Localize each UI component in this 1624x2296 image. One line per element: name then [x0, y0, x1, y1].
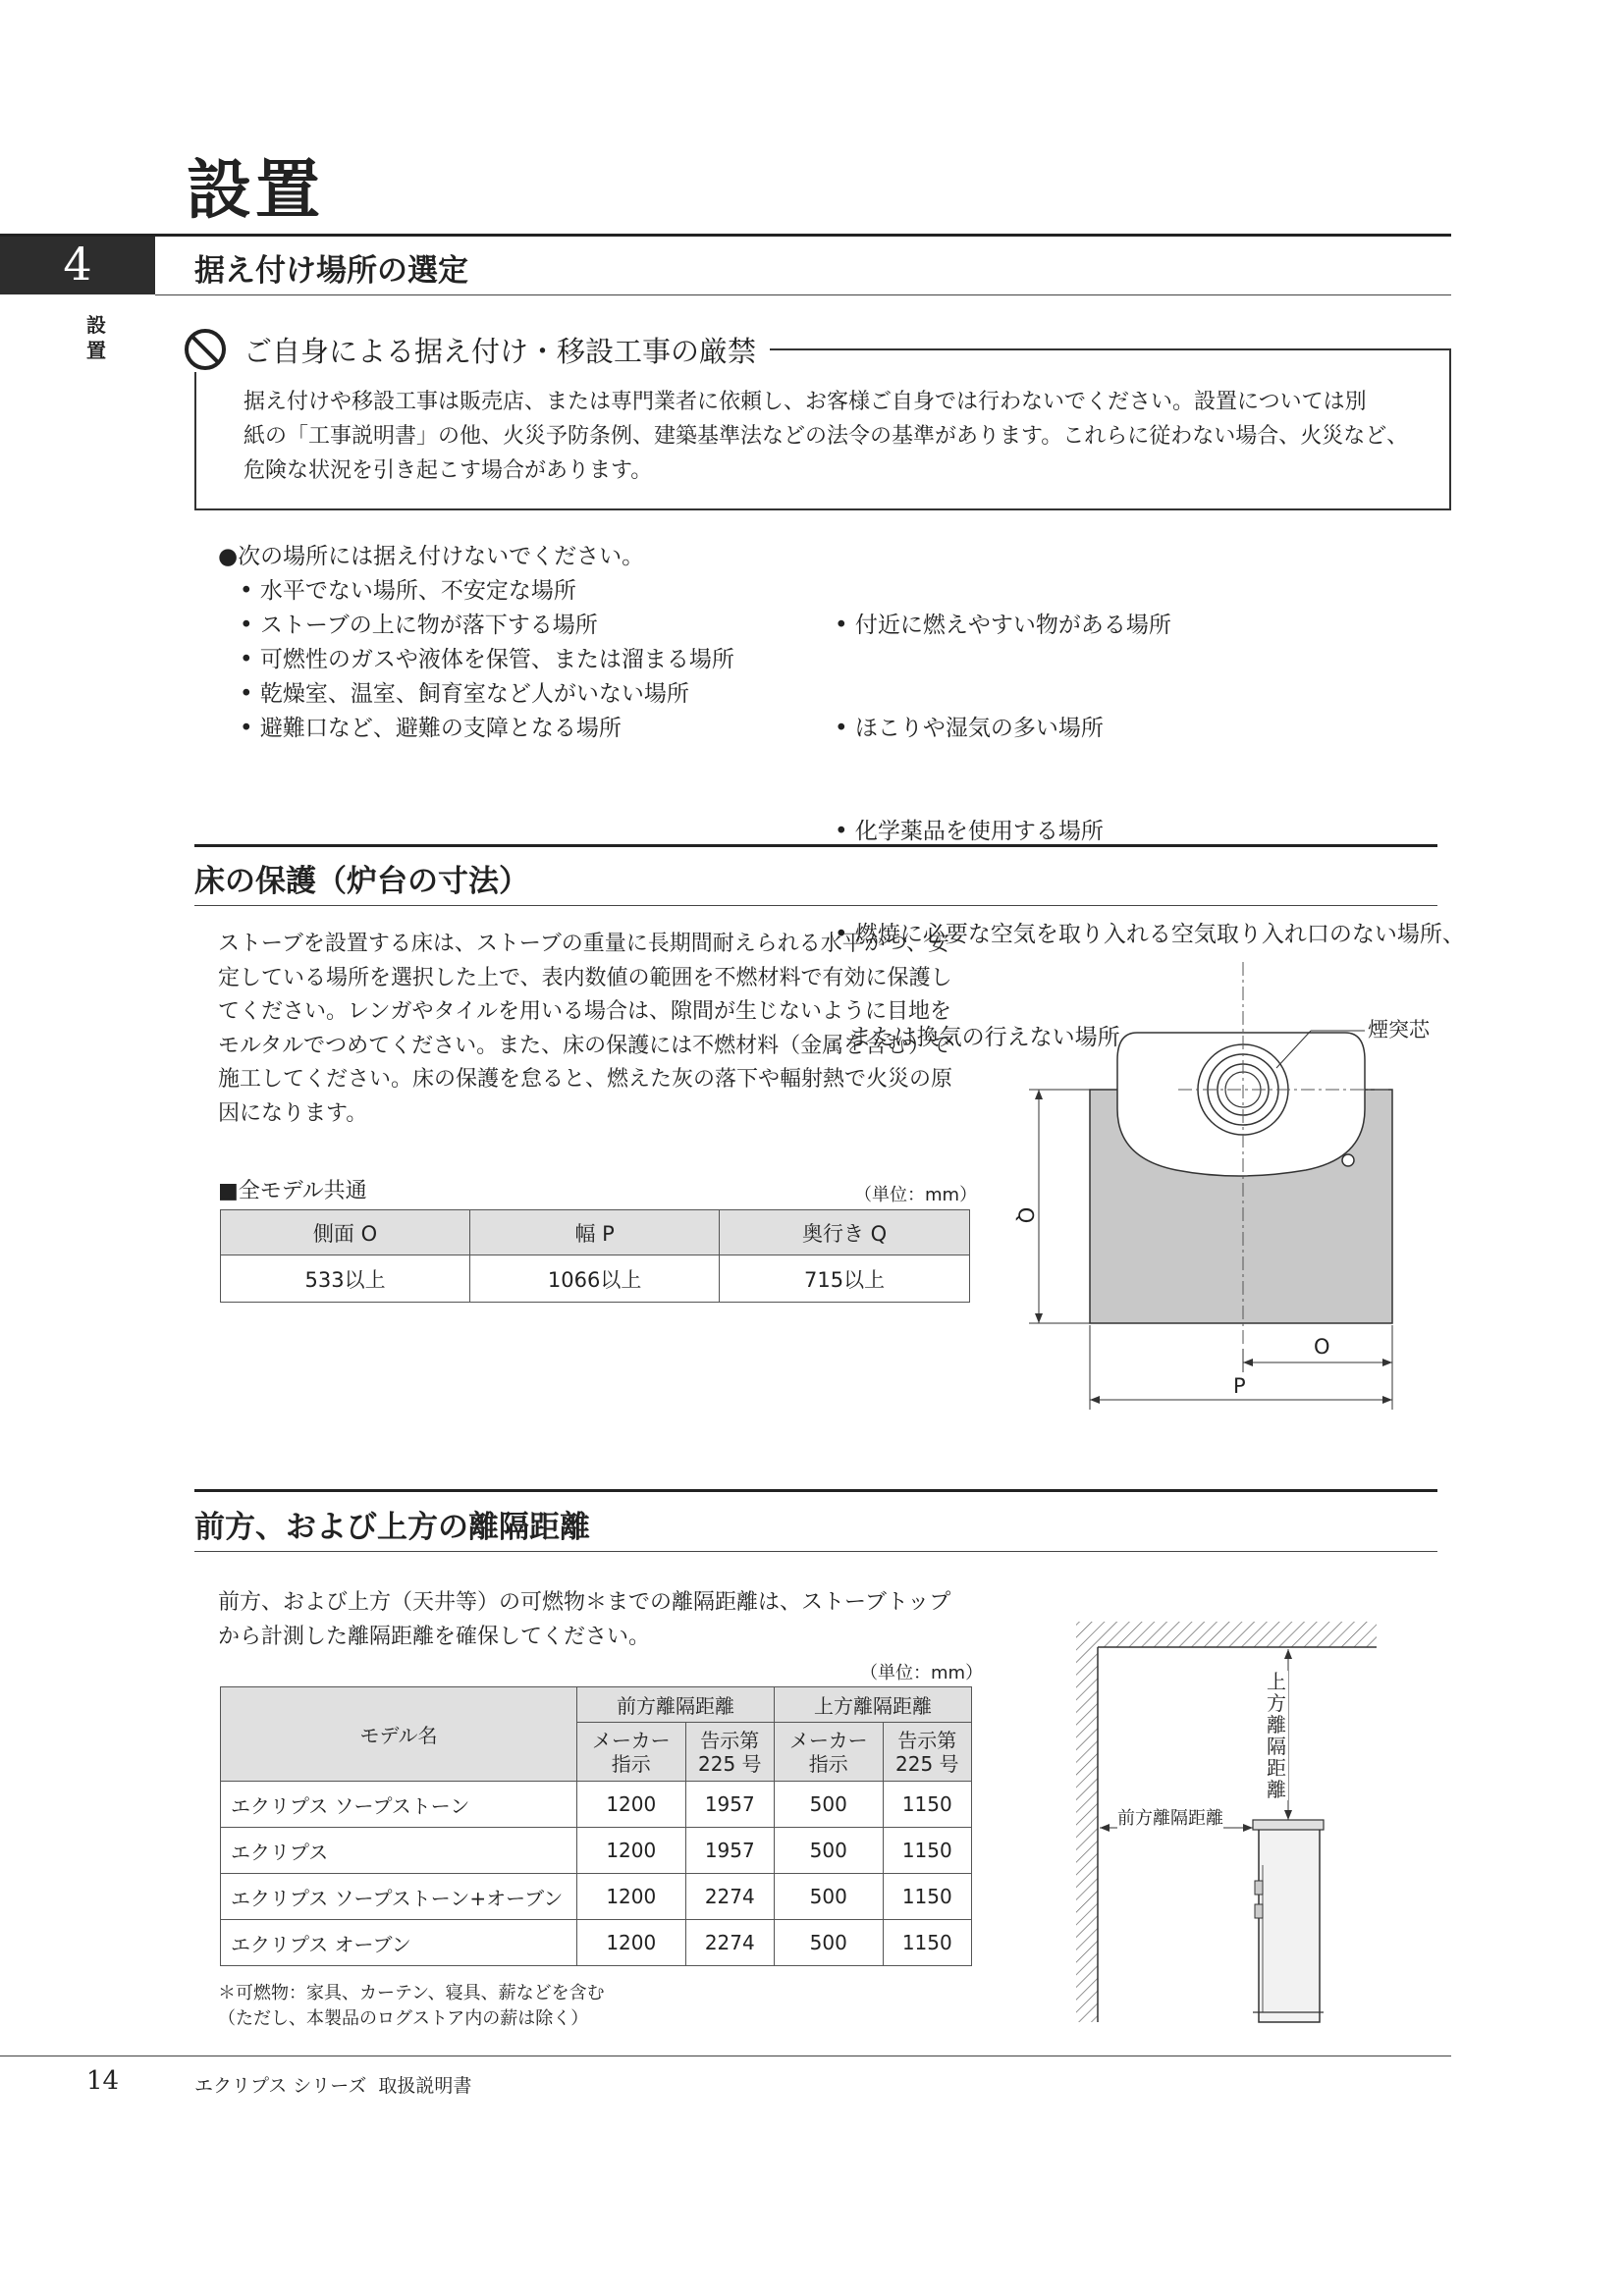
chapter-number: 4 — [0, 234, 155, 294]
table-row — [221, 1920, 972, 1966]
clearance-table — [220, 1686, 972, 1966]
flue-center-label: 煙突芯 — [1368, 1018, 1430, 1041]
top-clearance-label: 上方離隔距離 — [1267, 1670, 1286, 1801]
table-subheader: 告示第 225 号 — [685, 1723, 774, 1782]
model-name: エクリプス — [221, 1828, 577, 1874]
section-title-installation-location: 据え付け場所の選定 — [194, 253, 468, 289]
front-clearance-label: 前方離隔距離 — [1117, 1804, 1223, 1830]
list-item: または換気の行えない場所 — [835, 1025, 1120, 1050]
unit-label: （単位：mm） — [860, 1663, 984, 1683]
list-item: • ほこりや湿気の多い場所 — [835, 716, 1104, 741]
table-cell: 2274 — [685, 1920, 774, 1966]
prohibited-locations-left — [218, 540, 734, 746]
warning-line: 据え付けや移設工事は販売店、または専門業者に依頼し、お客様ご自身では行わないでください。設置については別 — [244, 390, 1367, 414]
page-title: 設置 — [187, 151, 324, 228]
table-cell: 500 — [774, 1920, 883, 1966]
section3-bottom-rule — [194, 1551, 1437, 1552]
table-header: 側面 O — [221, 1210, 470, 1255]
table-cell: 500 — [774, 1828, 883, 1874]
list-item: • 水平でない場所、不安定な場所 — [240, 578, 576, 604]
dimension-q-label: Q — [1013, 1206, 1038, 1224]
table-cell: 1957 — [685, 1828, 774, 1874]
list-item: • 避難口など、避難の支障となる場所 — [240, 716, 622, 741]
text-line: 因になります。 — [218, 1100, 368, 1126]
text-line: 施工してください。床の保護を怠ると、燃えた灰の落下や輻射熱で火災の原 — [218, 1067, 953, 1093]
table-cell: 1150 — [883, 1828, 971, 1874]
table-subheader: メーカー 指示 — [577, 1723, 686, 1782]
warning-header — [175, 327, 770, 372]
dimension-p-label: P — [1233, 1374, 1246, 1398]
footnote-line: （ただし、本製品のログストア内の薪は除く） — [218, 2008, 589, 2029]
clearance-text — [218, 1586, 1003, 1654]
section-title-floor-protection: 床の保護（炉台の寸法） — [194, 864, 529, 899]
table-cell: 533以上 — [221, 1255, 470, 1303]
list-intro: ●次の場所には据え付けないでください。 — [218, 544, 645, 569]
table-header: 幅 P — [470, 1210, 720, 1255]
side-tab: 設置 — [86, 313, 106, 362]
warning-title: ご自身による据え付け・移設工事の厳禁 — [244, 334, 757, 368]
list-item: • 燃焼に必要な空気を取り入れる空気取り入れ口のない場所、 — [835, 922, 1465, 947]
warning-text — [244, 385, 1422, 488]
chapter-top-rule — [0, 234, 1451, 237]
table-cell: 1150 — [883, 1874, 971, 1920]
footer-title: エクリプス シリーズ 取扱説明書 — [194, 2075, 472, 2097]
text-line: ストーブを設置する床は、ストーブの重量に長期間耐えられる水平かつ、安 — [218, 932, 949, 956]
table-row — [221, 1874, 972, 1920]
text-line: 定している場所を選択した上で、表内数値の範囲を不燃材料で有効に保護し — [218, 965, 952, 990]
footnote — [218, 1981, 605, 2032]
unit-label: （単位：mm） — [854, 1185, 978, 1205]
section2-bottom-rule — [194, 905, 1437, 906]
text-line: から計測した離隔距離を確保してください。 — [218, 1624, 651, 1649]
section-title-clearances: 前方、および上方の離隔距離 — [194, 1510, 590, 1545]
floor-protection-text — [218, 928, 984, 1132]
section3-top-rule — [194, 1489, 1437, 1492]
table-cell: 500 — [774, 1782, 883, 1828]
table-cell: 1957 — [685, 1782, 774, 1828]
table-cell: 715以上 — [720, 1255, 970, 1303]
table-header-model: モデル名 — [221, 1687, 577, 1782]
table-cell: 1150 — [883, 1920, 971, 1966]
table-row — [221, 1782, 972, 1828]
list-item: • 乾燥室、温室、飼育室など人がいない場所 — [240, 681, 689, 707]
text-line: てください。レンガやタイルを用いる場合は、隙間が生じないように目地を — [218, 999, 952, 1025]
table-cell: 500 — [774, 1874, 883, 1920]
table-cell: 1200 — [577, 1920, 686, 1966]
hearth-dimension-table — [220, 1209, 970, 1303]
chapter-bottom-rule — [155, 294, 1451, 295]
list-item: • 付近に燃えやすい物がある場所 — [835, 613, 1171, 638]
list-item: • 可燃性のガスや液体を保管、または溜まる場所 — [240, 647, 734, 672]
warning-line: 紙の「工事説明書」の他、火災予防条例、建築基準法などの法令の基準があります。これらに従わない場合、火災など、 — [244, 424, 1409, 449]
table-subheader: 告示第 225 号 — [883, 1723, 971, 1782]
model-name: エクリプス ソープストーン+オーブン — [221, 1874, 577, 1920]
table-subheader: メーカー 指示 — [774, 1723, 883, 1782]
table-header-top: 上方離隔距離 — [774, 1687, 971, 1723]
dimension-o-label: O — [1314, 1335, 1330, 1359]
warning-line: 危険な状況を引き起こす場合があります。 — [244, 458, 653, 483]
model-name: エクリプス ソープストーン — [221, 1782, 577, 1828]
table-cell: 1200 — [577, 1782, 686, 1828]
table-header: 奥行き Q — [720, 1210, 970, 1255]
text-line: 前方、および上方（天井等）の可燃物＊までの離隔距離は、ストーブトップ — [218, 1590, 951, 1615]
list-item: • 化学薬品を使用する場所 — [835, 819, 1104, 844]
table-cell: 2274 — [685, 1874, 774, 1920]
table-cell: 1066以上 — [470, 1255, 720, 1303]
table-row — [221, 1828, 972, 1874]
text-line: モルタルでつめてください。また、床の保護には不燃材料（金属を含む）で — [218, 1033, 952, 1058]
table-header-front: 前方離隔距離 — [577, 1687, 775, 1723]
table-cell: 1200 — [577, 1874, 686, 1920]
table-cell: 1200 — [577, 1828, 686, 1874]
prohibition-icon — [183, 327, 228, 372]
table-label: ■全モデル共通 — [218, 1179, 367, 1203]
footnote-line: ＊可燃物：家具、カーテン、寝具、薪などを含む — [218, 1983, 605, 2003]
list-item: • ストーブの上に物が落下する場所 — [240, 613, 598, 638]
page-number: 14 — [86, 2066, 120, 2096]
section2-top-rule — [194, 844, 1437, 847]
model-name: エクリプス オーブン — [221, 1920, 577, 1966]
table-cell: 1150 — [883, 1782, 971, 1828]
